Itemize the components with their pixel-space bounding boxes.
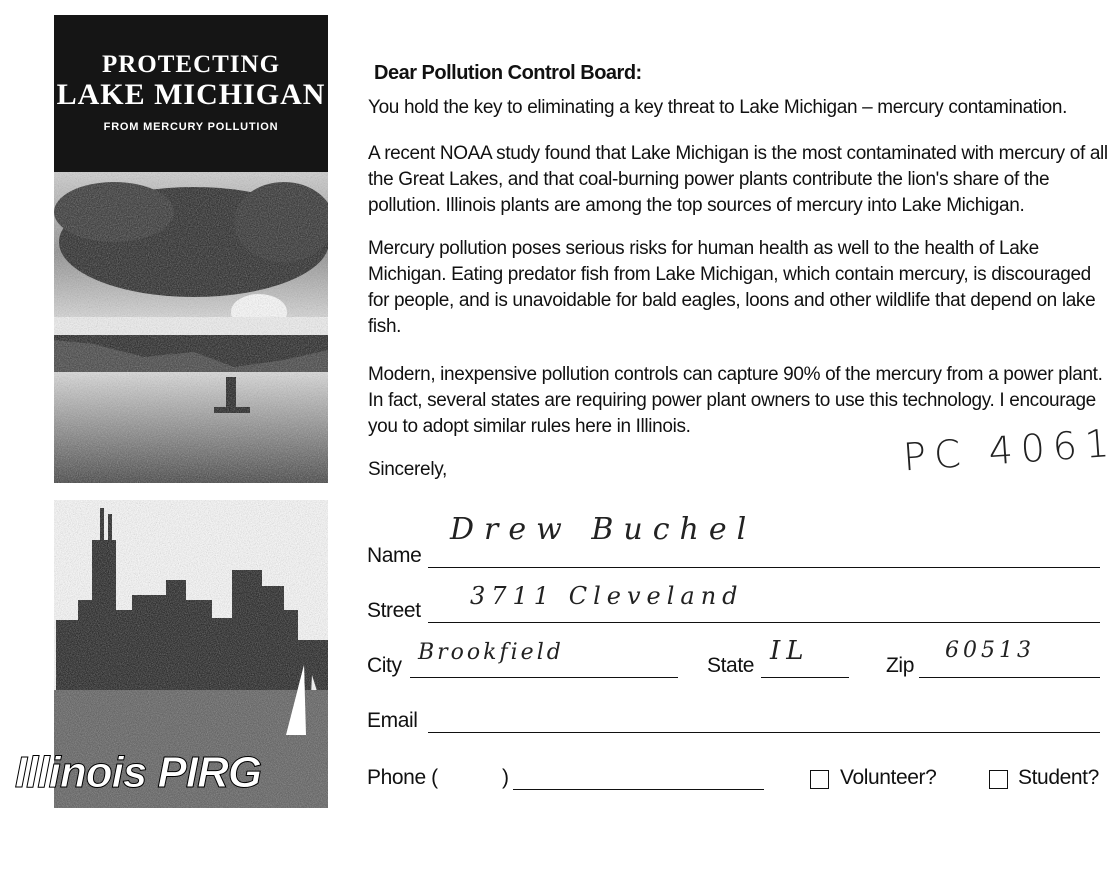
pc-number-stamp: PC 4061 — [901, 420, 1119, 480]
state-label: State — [707, 654, 755, 677]
street-handwriting: 3711 Cleveland — [470, 582, 744, 610]
brochure-title-line1: PROTECTING — [101, 51, 281, 78]
letter-paragraph-1: You hold the key to eliminating a key threat to Lake Michigan – mercury contamination. — [368, 97, 1067, 118]
street-label: Street — [367, 599, 421, 622]
email-label: Email — [367, 709, 418, 732]
brochure-banner — [54, 15, 328, 172]
student-checkbox[interactable] — [989, 770, 1008, 789]
letter-paragraph-2: A recent NOAA study found that Lake Michigan is the most contaminated with mercury of all the Great Lakes, and that coal-burning power plants contribute the lion's share of the pollution. Illinois plants are among the top sources of mercury into Lake Michigan. — [368, 143, 1108, 216]
street-field[interactable] — [428, 622, 1100, 623]
lake-sunset-photo — [54, 172, 328, 483]
letter-paragraph-3: Mercury pollution poses serious risks for human health as well to the health of Lake Michigan. Eating predator fish from Lake Michigan, which contain mercury, is discouraged for people, and is unavoidable for bald eagles, loons and other wildlife that depend on lake fish. — [368, 238, 1096, 337]
brochure-subtitle: FROM MERCURY POLLUTION — [103, 121, 279, 133]
zip-field[interactable] — [919, 677, 1100, 678]
state-field[interactable] — [761, 677, 849, 678]
phone-label-close: ) — [502, 766, 509, 789]
city-handwriting: Brookfield — [418, 640, 564, 665]
letter-closing: Sincerely, — [368, 459, 448, 480]
letter-salutation: Dear Pollution Control Board: — [374, 62, 642, 84]
name-label: Name — [367, 544, 422, 567]
student-label: Student? — [1018, 766, 1099, 789]
name-handwriting: Drew Buchel — [450, 512, 757, 547]
phone-label-open: Phone ( — [367, 766, 438, 789]
name-field[interactable] — [428, 567, 1100, 568]
volunteer-label: Volunteer? — [840, 766, 937, 789]
volunteer-checkbox[interactable] — [810, 770, 829, 789]
zip-label: Zip — [886, 654, 914, 677]
illinois-pirg-logo: Illinois PIRG — [14, 748, 262, 797]
brochure-title-line2: LAKE MICHIGAN — [56, 78, 326, 111]
state-handwriting: IL — [770, 636, 810, 666]
zip-handwriting: 60513 — [945, 638, 1035, 663]
city-label: City — [367, 654, 402, 677]
brochure-cover — [54, 15, 328, 483]
city-field[interactable] — [410, 677, 678, 678]
letter-paragraph-4: Modern, inexpensive pollution controls can capture 90% of the mercury from a power plant. In fact, several states are requiring power plant owners to use this technology. I encourage you to adopt similar rules here in Illinois. — [368, 364, 1103, 437]
phone-field[interactable] — [513, 789, 764, 790]
email-field[interactable] — [428, 732, 1100, 733]
